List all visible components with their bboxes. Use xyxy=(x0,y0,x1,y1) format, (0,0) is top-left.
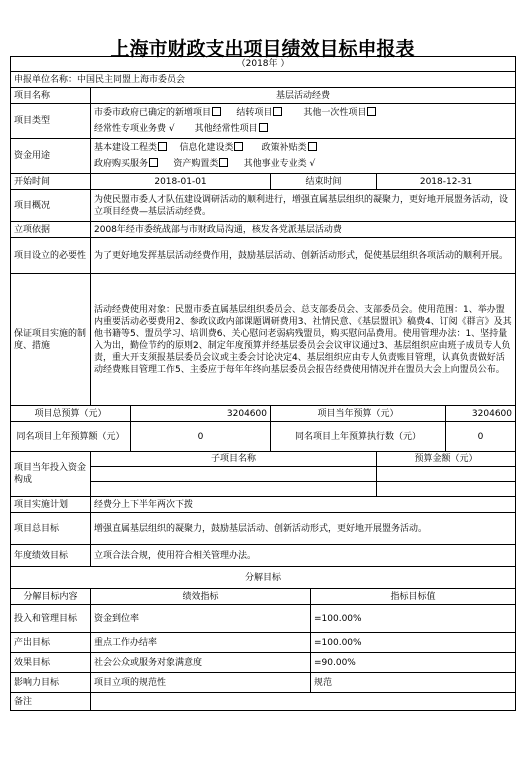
remark-value xyxy=(91,693,516,711)
checkbox-icon xyxy=(273,107,282,116)
plan-value: 经费分上下半年两次下拨 xyxy=(91,497,516,513)
applicant-label: 申报单位名称： xyxy=(14,74,78,85)
breakdown-indicator: 重点工作办结率 xyxy=(91,633,311,653)
project-name-label: 项目名称 xyxy=(11,88,91,104)
checkbox-icon xyxy=(308,142,317,151)
type-option-other: 其他经常性项目 xyxy=(195,124,269,134)
end-value: 2018-12-31 xyxy=(377,174,516,190)
breakdown-target: =90.00% xyxy=(311,653,516,673)
goal-row xyxy=(11,513,516,545)
last-year-budget-value: 0 xyxy=(131,422,271,452)
breakdown-header-content: 分解目标内容 xyxy=(11,589,91,605)
project-name-value: 基层活动经费 xyxy=(91,88,516,104)
basis-value: 2008年经市委统战部与市财政局沟通，核发各党派基层活动费 xyxy=(91,222,516,238)
sub-label: 项目当年投入资金构成 xyxy=(11,452,91,497)
checkbox-icon xyxy=(367,107,376,116)
overview-label: 项目概况 xyxy=(11,190,91,222)
breakdown-row xyxy=(11,633,516,653)
year-budget-label: 项目当年预算（元） xyxy=(271,406,446,422)
year-row xyxy=(11,57,516,72)
basis-row xyxy=(11,222,516,238)
year-label: （2018年 ） xyxy=(11,57,516,72)
necessity-label: 项目设立的必要性 xyxy=(11,238,91,274)
breakdown-row xyxy=(11,605,516,633)
goal-label: 项目总目标 xyxy=(11,513,91,545)
breakdown-target: 规范 xyxy=(311,673,516,693)
use-option-service: 政府购买服务 xyxy=(94,159,159,169)
use-option-it: 信息化建设类 xyxy=(179,143,244,153)
year-budget-value: 3204600 xyxy=(446,406,516,422)
application-table xyxy=(10,56,516,711)
sub-amount-cell xyxy=(377,467,516,482)
checkbox-icon xyxy=(149,158,158,167)
checkbox-icon xyxy=(219,158,228,167)
breakdown-section-row xyxy=(11,567,516,589)
breakdown-category: 投入和管理目标 xyxy=(11,605,91,633)
type-option-carryover: 结转项目 xyxy=(236,108,283,118)
type-option-onetime: 其他一次性项目 xyxy=(303,108,377,118)
checkbox-icon xyxy=(234,142,243,151)
breakdown-row xyxy=(11,653,516,673)
type-option-recurring: 经常性专项业务费 √ xyxy=(94,124,175,134)
sub-amount-header: 预算金额（元） xyxy=(377,452,516,467)
breakdown-header-indicator: 绩效指标 xyxy=(91,589,311,605)
necessity-row xyxy=(11,238,516,274)
breakdown-indicator: 资金到位率 xyxy=(91,605,311,633)
budget-last-row xyxy=(11,422,516,452)
total-budget-label: 项目总预算（元） xyxy=(11,406,131,422)
breakdown-indicator: 社会公众或服务对象满意度 xyxy=(91,653,311,673)
sub-name-cell xyxy=(91,467,377,482)
budget-total-row xyxy=(11,406,516,422)
use-option-other: 其他事业专业类 √ xyxy=(243,159,316,169)
date-row xyxy=(11,174,516,190)
project-type-row xyxy=(11,104,516,139)
project-type-options xyxy=(91,104,516,139)
use-option-subsidy: 政策补贴类 xyxy=(262,143,318,153)
necessity-value: 为了更好地发挥基层活动经费作用，鼓励基层活动、创新活动形式，促使基层组织各项活动的顺利开展。 xyxy=(91,238,516,274)
remark-row xyxy=(11,693,516,711)
guarantee-row xyxy=(11,274,516,406)
last-year-exec-label: 同名项目上年预算执行数（元） xyxy=(271,422,446,452)
breakdown-target: =100.00% xyxy=(311,605,516,633)
end-label: 结束时间 xyxy=(271,174,377,190)
plan-label: 项目实施计划 xyxy=(11,497,91,513)
breakdown-header-row xyxy=(11,589,516,605)
breakdown-target: =100.00% xyxy=(311,633,516,653)
plan-row xyxy=(11,497,516,513)
sub-name-cell xyxy=(91,482,377,497)
basis-label: 立项依据 xyxy=(11,222,91,238)
total-budget-value: 3204600 xyxy=(131,406,271,422)
fund-use-options xyxy=(91,139,516,174)
checkbox-icon xyxy=(158,142,167,151)
annual-value: 立项合法合规，使用符合相关管理办法。 xyxy=(91,545,516,567)
overview-value: 为使民盟市委人才队伍建设调研活动的顺利进行，增强直属基层组织的凝聚力，更好地开展盟务活动，设立项目经费—基层活动经费。 xyxy=(91,190,516,222)
start-value: 2018-01-01 xyxy=(91,174,271,190)
checkbox-icon xyxy=(212,107,221,116)
use-option-construction: 基本建设工程类 xyxy=(94,143,168,153)
start-label: 开始时间 xyxy=(11,174,91,190)
type-option-new: 市委市政府已确定的新增项目 xyxy=(94,108,222,118)
overview-row xyxy=(11,190,516,222)
fund-use-row xyxy=(11,139,516,174)
form-title: 上海市财政支出项目绩效目标申报表 xyxy=(110,38,415,60)
breakdown-category: 效果目标 xyxy=(11,653,91,673)
fund-use-label: 资金用途 xyxy=(11,139,91,174)
project-name-row xyxy=(11,88,516,104)
applicant-value: 中国民主同盟上海市委员会 xyxy=(77,74,186,85)
sub-name-header: 子项目名称 xyxy=(91,452,377,467)
sub-header-row xyxy=(11,452,516,467)
guarantee-value: 活动经费使用对象：民盟市委直属基层组织委员会、总支部委员会、支部委员会。使用范围：1、举办盟内重要活动必要费用2、参政议政内部课题调研费用3、社情民意、《基层盟讯》稿费4、订阅《群言》及其他书籍等5、盟员学习、培训费6、关心慰问老弱病残盟员，购买慰问品费用。使用管理办法：1、坚持量入为出，勤俭节约的原则2、制定年度预算并经基层委员会会议审议通过3、基层组织应由班子成员专人负责，重大开支须报基层委员会议或主委会讨论决定4、基层组织应由专人负责账目管理，认真负责做好活动经费账目管理工作5、主委应于每年年终向基层委员会报告经费使用情况并在盟员大会上向盟员公布。 xyxy=(91,274,516,406)
breakdown-header-value: 指标目标值 xyxy=(311,589,516,605)
goal-value: 增强直属基层组织的凝聚力，鼓励基层活动、创新活动形式，更好地开展盟务活动。 xyxy=(91,513,516,545)
project-type-label: 项目类型 xyxy=(11,104,91,139)
annual-row xyxy=(11,545,516,567)
sub-amount-cell xyxy=(377,482,516,497)
last-year-exec-value: 0 xyxy=(446,422,516,452)
breakdown-category: 产出目标 xyxy=(11,633,91,653)
breakdown-row xyxy=(11,673,516,693)
applicant-cell xyxy=(11,72,516,88)
annual-label: 年度绩效目标 xyxy=(11,545,91,567)
breakdown-category: 影响力目标 xyxy=(11,673,91,693)
remark-label: 备注 xyxy=(11,693,91,711)
applicant-row xyxy=(11,72,516,88)
guarantee-label: 保证项目实施的制度、措施 xyxy=(11,274,91,406)
use-option-asset: 资产购置类 xyxy=(173,159,229,169)
checkbox-icon xyxy=(259,123,268,132)
last-year-budget-label: 同名项目上年预算额（元） xyxy=(11,422,131,452)
breakdown-section-title: 分解目标 xyxy=(11,567,516,589)
breakdown-indicator: 项目立项的规范性 xyxy=(91,673,311,693)
